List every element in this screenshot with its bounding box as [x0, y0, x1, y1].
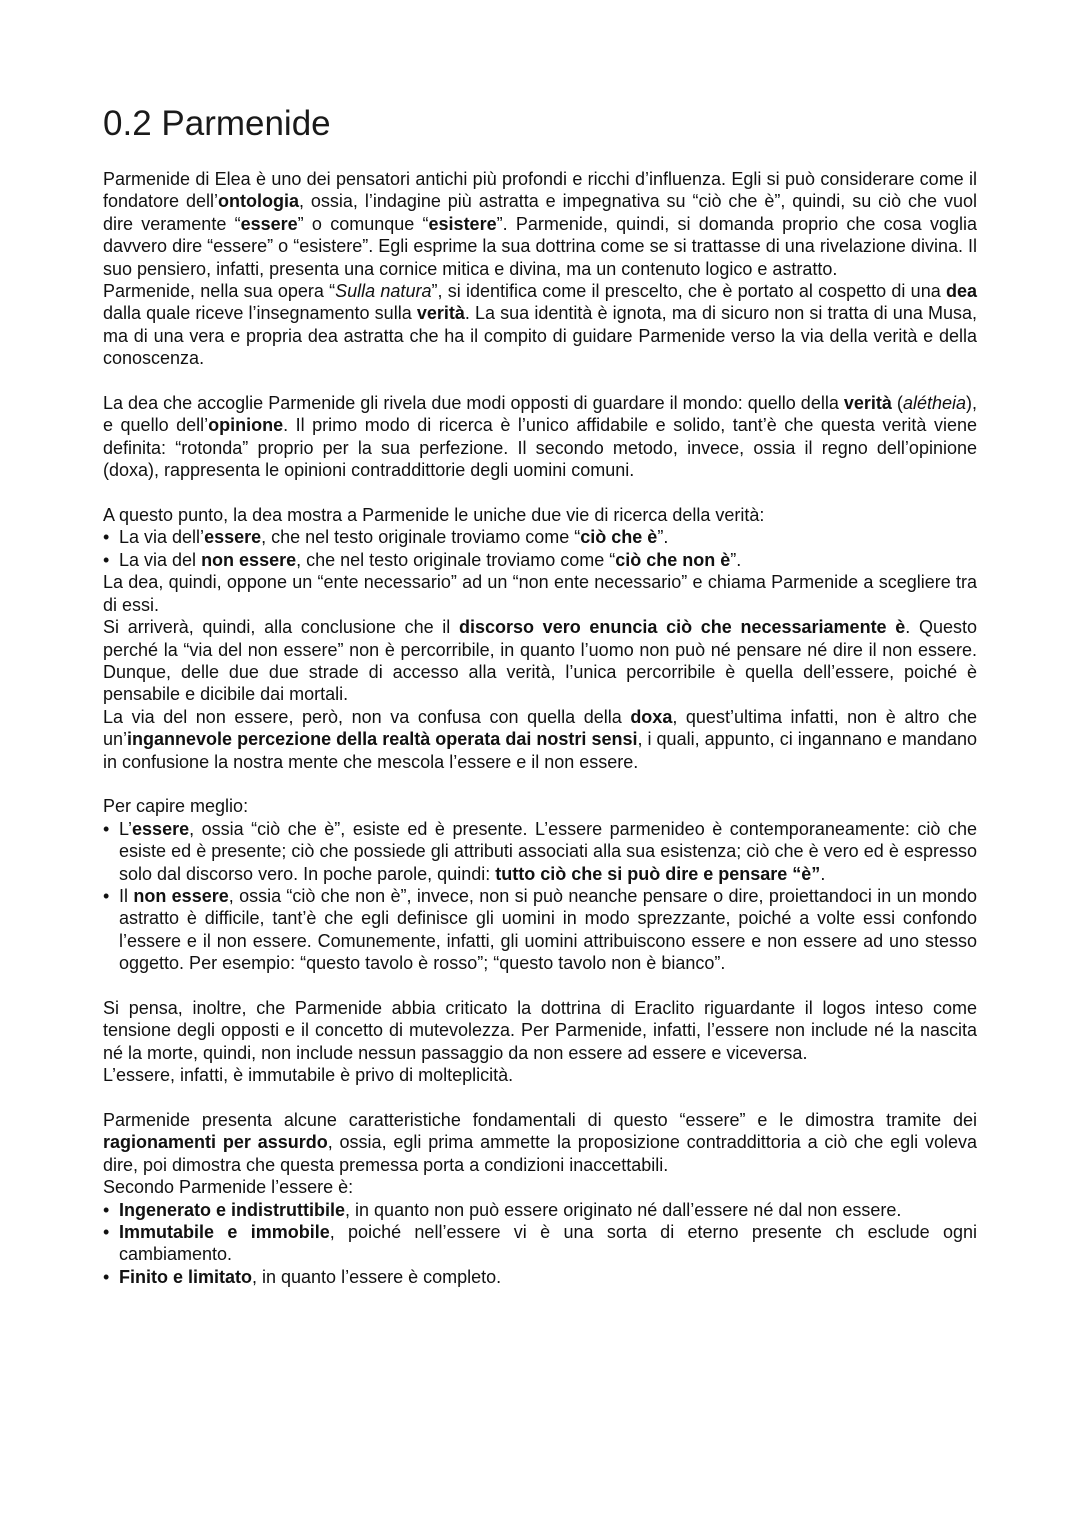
paragraph — [103, 504, 977, 526]
bold-text: essere — [240, 213, 298, 234]
bold-text: discorso vero enuncia ciò che necessariamente è — [458, 617, 906, 638]
bullet-icon: • — [103, 1222, 110, 1243]
text-run: , in quanto non può essere originato né dall’essere né dal non essere. — [345, 1199, 902, 1220]
text-run: Per capire meglio: — [103, 796, 249, 817]
text-run: . Questo perché la “via del non essere” non è percorribile, in quanto l’uomo non può né pensare né dire il non essere. Dunque, delle due due strade di accesso alla verità, l’unica percorribile è quella dell’essere, poiché è pensabile e dicibile dai mortali. — [103, 617, 978, 705]
document-body — [103, 168, 977, 1288]
bullet-list-item — [103, 1221, 977, 1266]
paragraph — [103, 1064, 977, 1086]
text-run: ), e quello dell’ — [103, 393, 977, 436]
bold-text: Immutabile e immobile — [119, 1222, 330, 1243]
text-run: Parmenide di Elea è uno dei pensatori antichi più profondi e ricchi d’influenza. Egli si può considerare come il fondatore dell’ — [103, 169, 977, 212]
bold-text: non essere — [201, 549, 297, 570]
text-run: L’essere, infatti, è immutabile è privo di molteplicità. — [103, 1065, 514, 1086]
text-run: , poiché nell’essere vi è una sorta di eterno presente ch esclude ogni cambiamento. — [119, 1222, 978, 1265]
text-run: , ossia, egli prima ammette la proposizione contraddittoria a ciò che egli voleva dire, poi dimostra che questa premessa porta a condizioni inaccettabili. — [103, 1132, 977, 1175]
text-run: Parmenide presenta alcune caratteristiche fondamentali di questo “essere” e le dimostra tramite dei — [103, 1109, 977, 1130]
text-run: La via dell’ — [119, 527, 205, 548]
text-run: , ossia “ciò che è”, esiste ed è presente. L’essere parmenideo è contemporaneamente: ciò che esiste ed è presente; ciò che possiede gli attributi associati alla sua esistenza; ciò che è vero ed è espresso solo dal discorso vero. In poche parole, quindi: — [119, 818, 977, 884]
text-run: L’ — [119, 818, 133, 839]
bold-text: dea — [945, 281, 977, 302]
bold-text: ciò che è — [580, 527, 658, 548]
paragraph — [103, 795, 977, 817]
text-run: . La sua identità è ignota, ma di sicuro non si tratta di una Musa, ma di una vera e propria dea astratta che ha il compito di guidare Parmenide verso la via della verità e della conoscenza. — [103, 303, 977, 369]
bullet-icon: • — [103, 885, 110, 906]
text-run: , ossia, l’indagine più astratta e impegnativa su “ciò che è”, quindi, su ciò che vuol dire veramente “ — [103, 191, 977, 234]
bullet-list-item — [103, 885, 977, 975]
text-run: Si arriverà, quindi, alla conclusione che il — [103, 617, 459, 638]
bullet-list-item — [103, 1266, 977, 1288]
bold-text: ingannevole percezione della realtà operata dai nostri sensi — [127, 729, 638, 750]
bullet-icon: • — [103, 1266, 110, 1287]
bold-text: verità — [843, 393, 892, 414]
text-run: , che nel testo originale troviamo come “ — [296, 549, 616, 570]
text-run: ( — [891, 393, 903, 414]
bold-text: verità — [416, 303, 465, 324]
text-run: Secondo Parmenide l’essere è: — [103, 1177, 354, 1198]
bullet-icon: • — [103, 818, 110, 839]
text-run: La dea che accoglie Parmenide gli rivela due modi opposti di guardare il mondo: quello della — [103, 393, 844, 414]
bullet-icon: • — [103, 549, 110, 570]
text-run: , quest’ultima infatti, non è altro che un’ — [103, 706, 977, 750]
bold-text: Finito e limitato — [119, 1266, 252, 1287]
text-run: A questo punto, la dea mostra a Parmenide le uniche due vie di ricerca della verità: — [103, 505, 765, 526]
text-run: . Il primo modo di ricerca è l’unico affidabile e solido, tant’è che questa verità viene definita: “rotonda” proprio per la sua perfezione. Il secondo metodo, invece, ossia il regno dell’opinione (doxa), rappresenta le opinioni contraddittorie degli uomini comuni. — [103, 415, 977, 481]
italic-text: Sulla natura — [335, 281, 432, 302]
text-run: ”. Parmenide, quindi, si domanda proprio che cosa voglia davvero dire “essere” o “esistere”. Egli esprime la sua dottrina come se si trattasse di una rivelazione divina. Il suo pensiero, infatti, presenta una cornice mitica e divina, ma un contenuto logico e astratto. — [103, 213, 977, 279]
text-run: , che nel testo originale troviamo come “ — [261, 527, 581, 548]
bullet-list-item — [103, 1199, 977, 1221]
italic-text: alétheia — [902, 393, 966, 414]
text-run: ”, si identifica come il prescelto, che è portato al cospetto di una — [431, 281, 946, 302]
text-run: , in quanto l’essere è completo. — [252, 1266, 502, 1287]
bold-text: essere — [132, 818, 190, 839]
text-run: . — [820, 863, 826, 884]
paragraph — [103, 571, 977, 616]
bold-text: Ingenerato e indistruttibile — [119, 1199, 346, 1220]
text-run: dalla quale riceve l’insegnamento sulla — [103, 303, 417, 324]
text-run: Parmenide, nella sua opera “ — [103, 281, 336, 302]
paragraph — [103, 616, 977, 706]
bold-text: doxa — [630, 706, 673, 727]
text-run: Il — [119, 885, 134, 906]
paragraph — [103, 997, 977, 1064]
bullet-icon: • — [103, 1199, 110, 1220]
bold-text: ciò che non è — [615, 549, 731, 570]
text-run: Si pensa, inoltre, che Parmenide abbia criticato la dottrina di Eraclito riguardante il logos inteso come tensione degli opposti e il concetto di mutevolezza. Per Parmenide, infatti, l’essere non include né la nascita né la morte, quindi, non include nessun passaggio da non essere ad essere e viceversa. — [103, 997, 977, 1063]
section-title: 0.2 Parmenide — [103, 104, 331, 143]
bullet-list-item — [103, 549, 977, 571]
bold-text: tutto ciò che si può dire e pensare “è” — [495, 863, 821, 884]
bold-text: ontologia — [218, 191, 299, 212]
bold-text: esistere — [428, 213, 497, 234]
text-run: , i quali, appunto, ci ingannano e mandano in confusione la nostra mente che mescola l’essere e il non essere. — [103, 729, 977, 772]
bold-text: ragionamenti per assurdo — [103, 1132, 328, 1153]
paragraph — [103, 168, 977, 280]
paragraph — [103, 706, 977, 773]
bullet-list-item — [103, 526, 977, 548]
paragraph — [103, 1109, 977, 1176]
text-run: , ossia “ciò che non è”, invece, non si può neanche pensare o dire, proiettandoci in un mondo astratto è difficile, tant’è che egli definisce gli uomini in modo sprezzante, poiché a volte essi confondo l’essere e il non essere. Comunemente, infatti, gli uomini attribuiscono essere e non essere ad uno stesso oggetto. Per esempio: “questo tavolo è rosso”; “questo tavolo non è bianco”. — [119, 885, 977, 974]
text-run: ”. — [730, 549, 742, 570]
text-run: ”. — [657, 527, 669, 548]
document-page — [103, 100, 977, 1288]
paragraph — [103, 280, 977, 370]
paragraph — [103, 392, 977, 482]
text-run: La via del non essere, però, non va confusa con quella della — [103, 706, 631, 727]
text-run: La via del — [119, 549, 202, 570]
bold-text: essere — [204, 527, 262, 548]
bold-text: non essere — [133, 885, 229, 906]
bullet-icon: • — [103, 527, 110, 548]
bullet-list-item — [103, 818, 977, 885]
bold-text: opinione — [208, 415, 284, 436]
text-run: ” o comunque “ — [297, 213, 429, 234]
paragraph — [103, 1176, 977, 1198]
text-run: La dea, quindi, oppone un “ente necessario” ad un “non ente necessario” e chiama Parmenide a scegliere tra di essi. — [103, 572, 977, 615]
